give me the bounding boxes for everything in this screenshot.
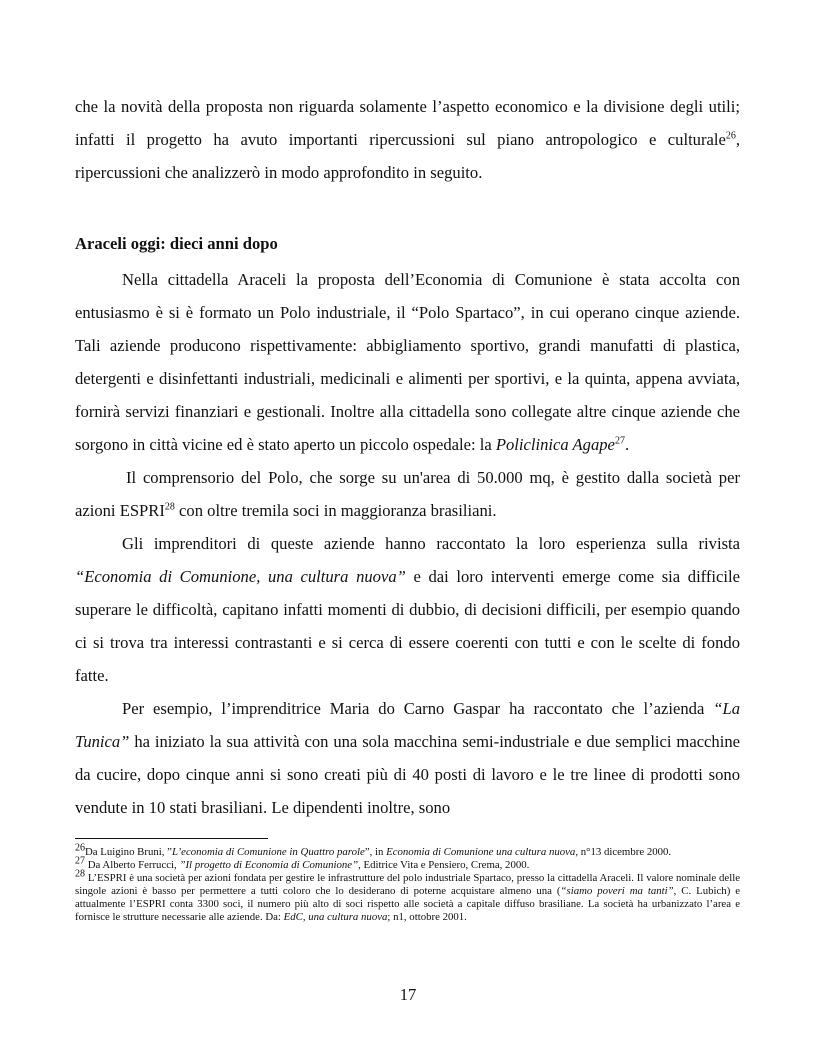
paragraph-2	[75, 461, 740, 527]
p2-text: Il comprensorio del Polo, che sorge su un'area di 50.000 mq, è gestito dalla società per azioni ESPRI	[75, 468, 740, 520]
fn28-a: L’ESPRI è una società per azioni fondata per gestire le infrastrutture del polo industriale Spartaco, presso la cittadella Araceli. Il valore nominale delle singole azioni è basso per permettere a tutti coloro che lo desiderano di poterne acquistare almeno una (	[75, 872, 740, 897]
intro-text-end: , ripercussioni che analizzerò in modo approfondito in seguito.	[75, 130, 740, 182]
p1-italic: Policlinica Agape	[495, 435, 615, 454]
p3-text-end: e dai loro interventi emerge come sia difficile superare le difficoltà, capitano infatti momenti di dubbio, di decisioni difficili, per esempio quando ci si trova tra interessi contrastanti e si cerca di essere coerenti con tutti e con le scelte di fondo fatte.	[75, 567, 740, 685]
p2-text-end: con oltre tremila soci in maggioranza brasiliani.	[174, 501, 497, 520]
p3-text: Gli imprenditori di queste aziende hanno raccontato la loro esperienza sulla rivista	[122, 534, 740, 553]
section-title: Araceli oggi: dieci anni dopo	[75, 234, 278, 253]
footnote-28-number: 28	[75, 868, 85, 880]
p1-text-end: .	[624, 435, 630, 454]
p4-text-end: ha iniziato la sua attività con una sola macchina semi-industriale e due semplici macchine da cucire, dopo cinque anni si sono creati più di 40 posti di lavoro e le tre linee di prodotti sono vendute in 10 stati brasiliani. Le dipendenti inoltre, sono	[75, 732, 740, 817]
p4-italic: “La Tunica”	[75, 699, 740, 751]
fn27-b: , ”Il progetto di Economia di Comunione”	[174, 859, 359, 871]
footnote-ref-26[interactable]: 26	[725, 130, 736, 142]
paragraph-1	[75, 263, 740, 461]
footnote-28	[75, 868, 741, 924]
fn26-e: , n°13 dicembre 2000.	[575, 846, 672, 858]
fn28-b: “siamo poveri ma tanti”	[560, 885, 674, 897]
footnote-separator	[75, 838, 268, 839]
fn26-a: Da Luigino Bruni, ”	[85, 846, 172, 858]
footnote-26-number: 26	[75, 842, 85, 854]
footnote-ref-27[interactable]: 27	[614, 435, 625, 447]
page-body	[75, 90, 740, 924]
p3-italic: “Economia di Comunione, una cultura nuova”	[75, 567, 406, 586]
fn26-b: L’economia di Comunione in Quattro parole	[171, 846, 365, 858]
footnote-27-number: 27	[75, 855, 85, 867]
p1-text: Nella cittadella Araceli la proposta dell’Economia di Comunione è stata accolta con entusiasmo è si è formato un Polo industriale, il “Polo Spartaco”, in cui operano cinque aziende. Tali aziende producono rispettivamente: abbigliamento sportivo, grandi manufatti di plastica, detergenti e disinfettanti industriali, medicinali e alimenti per sportivi, e la quinta, appena avviata, fornirà servizi finanziari e gestionali. Inoltre alla cittadella sono collegate altre cinque aziende che sorgono in città vicine ed è stato aperto un piccolo ospedale: la	[75, 270, 740, 454]
intro-text: che la novità della proposta non riguarda solamente l’aspetto economico e la divisione degli utili; infatti il progetto ha avuto importanti ripercussioni sul piano antropologico e culturale	[75, 97, 740, 149]
page-number: 17	[399, 985, 417, 1004]
p4-text: Per esempio, l’imprenditrice Maria do Carno Gaspar ha raccontato che l’azienda	[122, 699, 714, 718]
fn28-d: EdC, una cultura nuova	[283, 911, 388, 923]
paragraph-4	[75, 692, 740, 824]
intro-paragraph	[75, 90, 740, 189]
footnote-ref-28[interactable]: 28	[164, 501, 175, 513]
fn26-d: Economia di Comunione una cultura nuova	[386, 846, 576, 858]
fn27-a: Da Alberto Ferrucci	[85, 859, 175, 871]
fn28-c: , C. Lubich) e attualmente l’ESPRI conta 3300 soci, il numero più alto di soci rispetto alle società a capitale diffuso brasiliane. La società ha urbanizzato l’area e fornisce le strutture necessarie alle aziende. Da:	[75, 885, 741, 923]
fn27-c: , Editrice Vita e Pensiero, Crema, 2000.	[358, 859, 530, 871]
paragraph-3	[75, 527, 740, 692]
fn28-e: ; n1, ottobre 2001.	[387, 911, 467, 923]
footnote-26	[75, 842, 740, 859]
fn26-c: ”, in	[364, 846, 387, 858]
footnote-27	[75, 855, 740, 872]
